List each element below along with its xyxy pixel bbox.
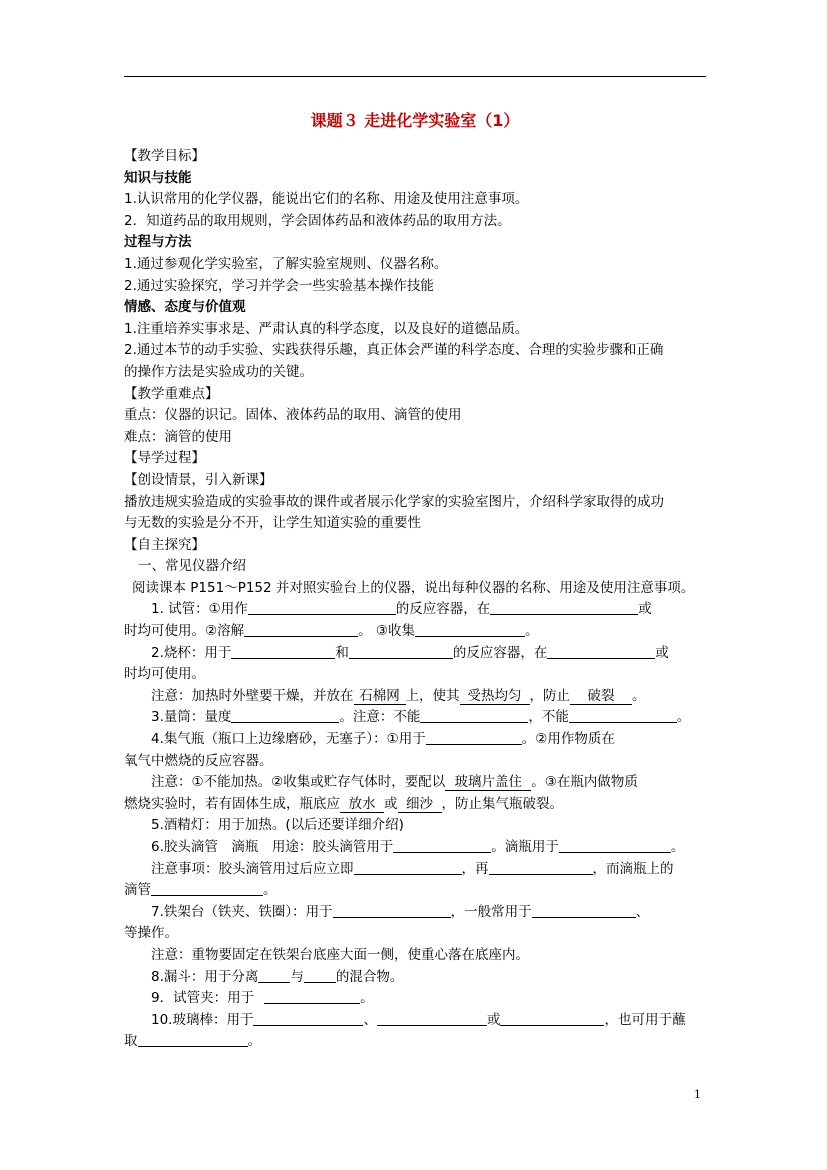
- filled-answer: 玻璃片盖住: [445, 774, 531, 791]
- text: ，也可用于蘸: [604, 1011, 686, 1028]
- text: 2.烧杯：用于: [151, 644, 232, 661]
- paragraph: 2.通过实验探究，学习并学会一些实验基本操作技能: [124, 277, 434, 294]
- section-heading: 【教学重难点】: [124, 385, 219, 402]
- text: 6.胶头滴管 滴瓶 用途：胶头滴管用于: [151, 839, 394, 855]
- text: 的反应容器，在: [452, 644, 548, 661]
- fill-blank: [500, 1011, 604, 1026]
- text: 注意：加热时外壁要干燥，并放在: [151, 687, 354, 704]
- fill-blank: [420, 708, 528, 723]
- text: 与: [290, 968, 304, 985]
- fill-blank: [349, 644, 453, 659]
- text: 。滴瓶用于: [491, 839, 559, 855]
- subheading: 知识与技能: [124, 169, 192, 186]
- paragraph: 播放违规实验造成的实验事故的课件或者展示化学家的实验室图片，介绍科学家取得的成功: [124, 493, 664, 510]
- fill-blank: [231, 644, 335, 659]
- filled-answer: 细沙: [398, 796, 442, 813]
- text: 、: [635, 903, 650, 920]
- fill-blank: [532, 903, 636, 918]
- text: 注意：①不能加热。②收集或贮存气体时，要配以: [151, 774, 446, 791]
- item-beaker: [124, 643, 706, 665]
- text: ，而滴瓶上的: [592, 860, 674, 877]
- fill-blank: [559, 838, 671, 853]
- fill-blank: [333, 903, 451, 918]
- item-test-tube-cont: [124, 621, 706, 643]
- note-gas-bottle: [124, 772, 706, 794]
- fill-blank: [248, 600, 396, 615]
- text: 。: [525, 623, 539, 640]
- text: 或: [486, 1011, 501, 1028]
- item-graduated-cylinder: [124, 707, 706, 729]
- item-iron-stand: [124, 902, 706, 924]
- text: 。: [263, 882, 277, 899]
- fill-blank: [138, 1032, 248, 1047]
- text: 10.玻璃棒：用于: [151, 1011, 254, 1028]
- text: 。: [360, 990, 374, 1007]
- section-heading: 【创设情景，引入新课】: [124, 471, 273, 488]
- paragraph: 1.通过参观化学实验室，了解实验室规则、仪器名称。: [124, 255, 448, 272]
- paragraph: 2.通过本节的动手实验、实践获得乐趣，真正体会严谨的科学态度、合理的实验步骤和正确: [124, 342, 664, 359]
- fill-blank: [569, 708, 677, 723]
- text: ，一般常用于: [450, 903, 532, 920]
- text: 取: [124, 1033, 138, 1050]
- subheading: 情感、态度与价值观: [124, 299, 246, 316]
- document-body: [124, 110, 706, 1053]
- note-iron-stand: 注意：重物要固定在铁架台底座大面一侧，使重心落在底座内。: [151, 946, 529, 963]
- item-test-tube-holder: [124, 988, 706, 1010]
- note-gas-bottle-cont: [124, 794, 706, 816]
- fill-blank: [490, 600, 638, 615]
- paragraph: 阅读课本 P151～P152 并对照实验台上的仪器，说出每种仪器的名称、用途及使用注意事项。: [132, 579, 695, 596]
- text: ，再: [461, 860, 489, 877]
- page-number: 1: [694, 1088, 701, 1101]
- paragraph: 与无数的实验是分不开，让学生知道实验的重要性: [124, 515, 421, 532]
- text: 燃烧实验时，若有固体生成，瓶底应: [124, 795, 340, 812]
- text: 7.铁架台（铁夹、铁圈）：用于: [151, 903, 333, 920]
- text: 氧气中燃烧的反应容器。: [124, 752, 273, 769]
- fill-blank: [415, 622, 525, 637]
- fill-blank: [244, 622, 358, 637]
- header-rule: [124, 76, 706, 77]
- item-funnel: [124, 967, 706, 989]
- filled-answer: 放水: [340, 796, 384, 813]
- text: 9．试管夹：用于: [151, 990, 255, 1007]
- paragraph: 2．知道药品的取用规则，学会固体药品和液体药品的取用方法。: [124, 212, 511, 229]
- text: 和: [335, 644, 349, 661]
- text: 。: [632, 687, 646, 704]
- item-gas-bottle: [124, 729, 706, 751]
- text: 或: [638, 601, 652, 618]
- note-beaker: [124, 686, 706, 708]
- text: ，防止集气瓶破裂。: [441, 795, 563, 812]
- section-heading: 【导学过程】: [124, 450, 205, 467]
- note-dropper: [124, 859, 706, 881]
- text: ，不能: [528, 709, 569, 726]
- paragraph: 的操作方法是实验成功的关键。: [124, 363, 313, 380]
- text: 8.漏斗：用于分离: [151, 968, 259, 985]
- fill-blank: [231, 708, 339, 723]
- fill-blank: [489, 860, 593, 875]
- text: 时均可使用。②溶解: [124, 623, 245, 640]
- item-test-tube: [124, 599, 706, 621]
- fill-blank: [258, 968, 290, 983]
- fill-blank: [304, 968, 336, 983]
- item-gas-bottle-cont: [124, 751, 706, 773]
- page-title: 课题３ 走进化学实验室（1）: [310, 111, 520, 130]
- text: 。: [247, 1033, 261, 1050]
- text: 。③在瓶内做物质: [531, 774, 638, 791]
- item-beaker-cont: [124, 664, 706, 686]
- text: 的混合物。: [335, 968, 404, 985]
- paragraph: 1.注重培养实事求是、严肃认真的科学态度，以及良好的道德品质。: [124, 320, 529, 337]
- text: 注意事项：胶头滴管用过后应立即: [151, 860, 354, 877]
- text: 或: [384, 795, 398, 812]
- text: 或: [655, 644, 669, 661]
- item-alcohol-lamp: 5.酒精灯：用于加热。(以后还要详细介绍): [151, 817, 404, 834]
- item-iron-stand-cont: 等操作。: [124, 925, 178, 942]
- filled-answer: 破裂: [570, 688, 632, 705]
- text: 。②用作物质在: [521, 731, 615, 748]
- text: ，防止: [529, 687, 570, 704]
- text: 。: [670, 839, 685, 855]
- fill-blank: [253, 1011, 363, 1026]
- fill-blank: [354, 860, 462, 875]
- section-heading: 【自主探究】: [124, 536, 205, 553]
- fill-blank: [151, 881, 263, 896]
- text: 的反应容器，在: [395, 601, 491, 618]
- paragraph: 1.认识常用的化学仪器，能说出它们的名称、用途及使用注意事项。: [124, 191, 529, 208]
- fill-blank: [377, 1011, 487, 1026]
- text: 3.量筒：量度: [151, 709, 232, 726]
- text: 滴管: [124, 882, 151, 899]
- paragraph: 重点：仪器的识记。固体、液体药品的取用、滴管的使用: [124, 407, 462, 424]
- paragraph: 一、常见仪器介绍: [138, 558, 246, 575]
- fill-blank: [547, 644, 655, 659]
- note-dropper-cont: [124, 880, 706, 902]
- text: 4.集气瓶（瓶口上边缘磨砂，无塞子）：①用于: [151, 731, 426, 748]
- subheading: 过程与方法: [124, 234, 192, 251]
- filled-answer: 石棉网: [354, 688, 406, 705]
- fill-blank: [426, 730, 522, 745]
- text: 。 ③收集: [358, 623, 416, 640]
- text: 1. 试管：①用作: [151, 601, 248, 618]
- filled-answer: 受热均匀: [460, 688, 530, 705]
- text: 。: [676, 709, 691, 726]
- text: 上，使其: [405, 687, 460, 704]
- text: 时均可使用。: [124, 666, 205, 683]
- text: 、: [363, 1011, 377, 1028]
- fill-blank: [393, 838, 491, 853]
- item-dropper: [124, 837, 706, 859]
- item-glass-rod-cont: [124, 1031, 706, 1053]
- item-glass-rod: [124, 1010, 706, 1032]
- text: 。注意：不能: [339, 709, 421, 726]
- paragraph: 难点：滴管的使用: [124, 428, 232, 445]
- section-heading: 【教学目标】: [124, 148, 205, 164]
- fill-blank: [264, 989, 360, 1004]
